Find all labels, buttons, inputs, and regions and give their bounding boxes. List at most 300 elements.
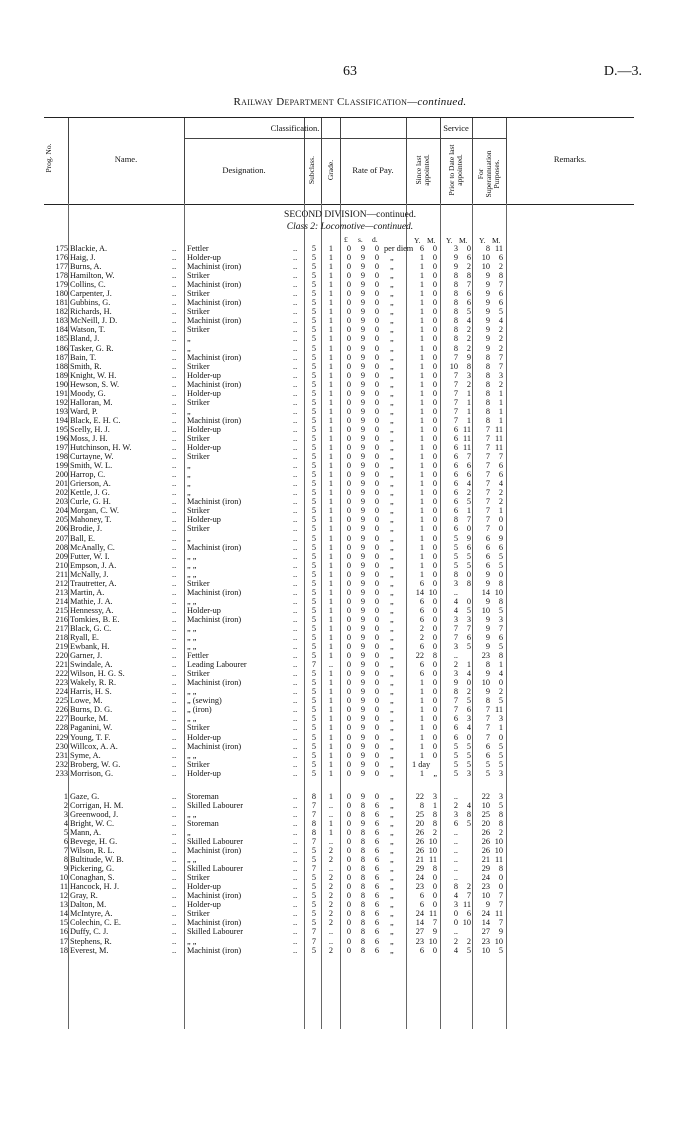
pay-period-cell: „: [390, 433, 394, 443]
name-cell: Duffy, C. J.: [70, 927, 109, 937]
prior-years-cell: 5: [453, 759, 458, 769]
pay-pence-cell: 0: [374, 470, 380, 480]
leader-cell: ..: [172, 687, 177, 697]
since-years-cell: 1: [419, 488, 424, 498]
subclass-cell: 5: [311, 280, 317, 290]
super-years-cell: 8: [485, 696, 490, 706]
name-cell: Bain, T.: [70, 352, 97, 362]
name-cell: Ward, P.: [70, 406, 98, 416]
leader-cell: ..: [293, 307, 298, 317]
since-months-cell: 0: [432, 262, 437, 272]
name-cell: Morrison, G.: [70, 768, 114, 778]
designation-cell: „: [187, 334, 191, 344]
leader-cell: ..: [293, 443, 298, 453]
pay-shillings-cell: 9: [360, 488, 366, 498]
since-months-cell: 0: [432, 900, 437, 910]
since-years-cell: 1: [419, 388, 424, 398]
pay-pence-cell: 0: [374, 533, 380, 543]
designation-cell: „ „: [187, 551, 197, 561]
super-years-cell: 10: [481, 262, 490, 272]
pay-pounds-cell: 0: [346, 759, 352, 769]
grade-cell: 1: [328, 768, 334, 778]
super-months-cell: 5: [498, 750, 503, 760]
designation-cell: „ „: [187, 623, 197, 633]
grade-cell: 1: [328, 307, 334, 317]
pay-shillings-cell: 9: [360, 352, 366, 362]
table-row: [44, 262, 634, 271]
super-months-cell: 3: [498, 791, 503, 801]
since-months-cell: 0: [432, 379, 437, 389]
pay-pounds-cell: 0: [346, 298, 352, 308]
prior-years-cell: 3: [453, 578, 458, 588]
leader-cell: ..: [172, 497, 177, 507]
leader-cell: ..: [293, 605, 298, 615]
prior-months-cell: 8: [466, 361, 471, 371]
prior-years-cell: 5: [453, 542, 458, 552]
pay-pence-cell: 6: [374, 945, 380, 955]
since-months-cell: 0: [432, 424, 437, 434]
super-months-cell: 4: [498, 479, 503, 489]
pay-pounds-cell: 0: [346, 732, 352, 742]
since-years-cell: 6: [419, 900, 424, 910]
since-months-cell: 0: [432, 244, 437, 253]
prior-months-cell: 4: [466, 723, 471, 733]
pay-period-cell: „: [390, 909, 394, 919]
pay-shillings-cell: 9: [360, 759, 366, 769]
pay-shillings-cell: 9: [360, 497, 366, 507]
super-years-cell: 9: [485, 271, 490, 281]
since-years-cell: 1: [419, 524, 424, 534]
leader-cell: ..: [293, 633, 298, 643]
since-months-cell: 0: [432, 723, 437, 733]
name-cell: Gray, R.: [70, 891, 98, 901]
pay-pounds-cell: 0: [346, 633, 352, 643]
super-months-cell: 5: [498, 551, 503, 561]
since-months-cell: 0: [432, 623, 437, 633]
leader-cell: ..: [293, 687, 298, 697]
pay-period-cell: „: [390, 569, 394, 579]
prior-years-cell: 5: [453, 533, 458, 543]
pay-period-cell: „: [390, 873, 394, 883]
subclass-cell: 5: [311, 352, 317, 362]
leader-cell: ..: [293, 660, 298, 670]
designation-cell: Holder-up: [187, 900, 221, 910]
super-months-cell: 8: [498, 809, 503, 819]
since-months-cell: 3: [432, 791, 437, 801]
table-row: [44, 298, 634, 307]
pay-pounds-cell: 0: [346, 280, 352, 290]
grade-cell: 1: [328, 424, 334, 434]
prog-no-cell: 231: [55, 750, 68, 760]
leader-cell: ..: [172, 705, 177, 715]
name-cell: Futter, W. I.: [70, 551, 110, 561]
pounds-unit: £: [344, 235, 348, 244]
pay-period-cell: „: [390, 678, 394, 688]
leader-cell: ..: [172, 696, 177, 706]
designation-cell: Holder-up: [187, 882, 221, 892]
pay-period-cell: „: [390, 723, 394, 733]
leader-cell: ..: [293, 488, 298, 498]
table-row: [44, 434, 634, 443]
since-years-cell: 1: [419, 741, 424, 751]
pay-pounds-cell: 0: [346, 325, 352, 335]
pay-pence-cell: 0: [374, 723, 380, 733]
prior-months-cell: 5: [466, 605, 471, 615]
grade-cell: 1: [328, 461, 334, 471]
grade-cell: ..: [328, 927, 334, 937]
table-row: [44, 660, 634, 669]
prog-no-cell: 192: [55, 397, 68, 407]
table-row: [44, 425, 634, 434]
pay-pounds-cell: 0: [346, 809, 352, 819]
since-months-cell: 0: [432, 542, 437, 552]
leader-cell: ..: [172, 361, 177, 371]
since-months-cell: 0: [432, 370, 437, 380]
pay-period-cell: per diem: [384, 244, 414, 253]
leader-cell: ..: [172, 424, 177, 434]
super-years-cell: 20: [481, 818, 490, 828]
pay-pence-cell: 0: [374, 433, 380, 443]
grade-cell: 1: [328, 633, 334, 643]
grade-cell: 2: [328, 945, 334, 955]
table-row: [44, 470, 634, 479]
name-cell: Burns, D. G.: [70, 705, 113, 715]
grade-cell: 1: [328, 479, 334, 489]
prog-no-cell: 224: [55, 687, 68, 697]
pay-period-cell: „: [390, 506, 394, 516]
pay-shillings-cell: 8: [360, 827, 366, 837]
prog-no-cell: 190: [55, 379, 68, 389]
since-years-cell: 23: [415, 882, 424, 892]
super-years-cell: 26: [481, 846, 490, 856]
since-months-cell: 0: [432, 578, 437, 588]
pay-pence-cell: 0: [374, 651, 380, 661]
since-months-cell: 7: [432, 918, 437, 928]
leader-cell: ..: [172, 316, 177, 326]
prior-months-cell: 1: [466, 388, 471, 398]
prior-years-cell: 3: [453, 809, 458, 819]
subclass-cell: 5: [311, 891, 317, 901]
prior-years-cell: 8: [453, 289, 458, 299]
leader-cell: ..: [293, 614, 298, 624]
prog-no-cell: 213: [55, 587, 68, 597]
grade-cell: 1: [328, 388, 334, 398]
table-row: [44, 334, 634, 343]
pay-pence-cell: 6: [374, 927, 380, 937]
grade-cell: 1: [328, 343, 334, 353]
leader-cell: ..: [172, 289, 177, 299]
pay-shillings-cell: 8: [360, 800, 366, 810]
since-months-cell: 0: [432, 515, 437, 525]
leader-cell: ..: [293, 651, 298, 661]
pay-pounds-cell: 0: [346, 678, 352, 688]
designation-cell: „ „: [187, 809, 197, 819]
subclass-cell: 5: [311, 361, 317, 371]
since-years-cell: 1: [419, 723, 424, 733]
table-row: [44, 461, 634, 470]
pay-pounds-cell: 0: [346, 642, 352, 652]
table-row: [44, 927, 634, 936]
table-row: [44, 873, 634, 882]
grade-cell: ..: [328, 837, 334, 846]
leader-cell: ..: [293, 560, 298, 570]
pay-shillings-cell: 9: [360, 379, 366, 389]
pay-pence-cell: 0: [374, 687, 380, 697]
leader-cell: ..: [172, 253, 177, 263]
pay-pounds-cell: 0: [346, 379, 352, 389]
pay-shillings-cell: 8: [360, 927, 366, 937]
pay-pounds-cell: 0: [346, 307, 352, 317]
super-years-cell: 24: [481, 909, 490, 919]
pay-pounds-cell: 0: [346, 479, 352, 489]
table-row: [44, 443, 634, 452]
super-years-cell: 7: [485, 433, 490, 443]
subclass-cell: 5: [311, 443, 317, 453]
since-years-cell: 1: [419, 696, 424, 706]
pay-pounds-cell: 0: [346, 605, 352, 615]
leader-cell: ..: [293, 524, 298, 534]
subclass-cell: 5: [311, 696, 317, 706]
pay-period-cell: „: [390, 900, 394, 910]
subclass-cell: 5: [311, 732, 317, 742]
grade-cell: 2: [328, 846, 334, 856]
leader-cell: ..: [172, 900, 177, 910]
grade-cell: 1: [328, 696, 334, 706]
name-cell: Hewson, S. W.: [70, 379, 120, 389]
shillings-unit: s.: [358, 235, 363, 244]
leader-cell: ..: [293, 506, 298, 516]
prior-years-cell: 7: [453, 415, 458, 425]
pay-period-cell: „: [390, 388, 394, 398]
pay-pence-cell: 0: [374, 343, 380, 353]
since-months-cell: 0: [432, 289, 437, 299]
pay-shillings-cell: 9: [360, 587, 366, 597]
since-months-cell: 0: [432, 307, 437, 317]
prior-years-cell: 2: [453, 660, 458, 670]
designation-cell: Holder-up: [187, 605, 221, 615]
prog-no-cell: 4: [63, 818, 68, 828]
super-months-cell: 7: [498, 352, 503, 362]
prog-no-cell: 202: [55, 488, 68, 498]
prior-years-cell: 2: [453, 936, 458, 946]
prior-months-cell: 2: [466, 343, 471, 353]
name-cell: Collins, C.: [70, 280, 106, 290]
since-years-cell: 1: [419, 307, 424, 317]
since-months-cell: 0: [432, 352, 437, 362]
pay-pence-cell: 6: [374, 882, 380, 892]
table-row: [44, 918, 634, 927]
pay-pounds-cell: 0: [346, 452, 352, 462]
pay-pounds-cell: 0: [346, 524, 352, 534]
prog-no-cell: 206: [55, 524, 68, 534]
super-years-cell: 8: [485, 388, 490, 398]
grade-cell: 1: [328, 623, 334, 633]
prog-no-cell: 229: [55, 732, 68, 742]
pay-pence-cell: 0: [374, 732, 380, 742]
table-row: [44, 828, 634, 837]
pay-pence-cell: 0: [374, 515, 380, 525]
since-months-cell: 0: [432, 882, 437, 892]
leader-cell: ..: [172, 406, 177, 416]
pay-pence-cell: 6: [374, 864, 380, 874]
super-months-cell: 2: [498, 325, 503, 335]
prog-no-cell: 200: [55, 470, 68, 480]
pay-pence-cell: 0: [374, 497, 380, 507]
pay-shillings-cell: 9: [360, 262, 366, 272]
super-years-cell: 9: [485, 298, 490, 308]
prior-months-cell: 2: [466, 936, 471, 946]
subclass-cell: 5: [311, 551, 317, 561]
pay-shillings-cell: 9: [360, 515, 366, 525]
super-months-cell: 7: [498, 361, 503, 371]
pay-pounds-cell: 0: [346, 864, 352, 874]
designation-cell: „: [187, 479, 191, 489]
super-years-cell: 22: [481, 791, 490, 801]
designation-cell: Machinist (iron): [187, 542, 242, 552]
pay-pounds-cell: 0: [346, 800, 352, 810]
table-row: [44, 633, 634, 642]
designation-cell: Machinist (iron): [187, 945, 242, 955]
name-cell: Ball, E.: [70, 533, 96, 543]
subclass-cell: 5: [311, 316, 317, 326]
prog-no-cell: 199: [55, 461, 68, 471]
prior-years-cell: 7: [453, 370, 458, 380]
leader-cell: ..: [293, 873, 298, 883]
since-months-cell: 0: [432, 470, 437, 480]
pay-shillings-cell: 9: [360, 343, 366, 353]
grade-cell: 1: [328, 642, 334, 652]
since-years-cell: 1: [419, 497, 424, 507]
prog-no-cell: 13: [59, 900, 68, 910]
prog-no-cell: 208: [55, 542, 68, 552]
pay-shillings-cell: 9: [360, 461, 366, 471]
pay-period-cell: „: [390, 280, 394, 290]
since-months-cell: 0: [432, 741, 437, 751]
since-months-cell: 0: [432, 388, 437, 398]
designation-cell: Striker: [187, 759, 210, 769]
pay-shillings-cell: 9: [360, 406, 366, 416]
prior-months-cell: 10: [462, 918, 471, 928]
pay-pence-cell: 0: [374, 569, 380, 579]
pay-pence-cell: 0: [374, 596, 380, 606]
pay-pounds-cell: 0: [346, 578, 352, 588]
super-months-cell: 1: [498, 388, 503, 398]
leader-cell: ..: [172, 891, 177, 901]
leader-cell: ..: [293, 515, 298, 525]
pay-shillings-cell: 9: [360, 307, 366, 317]
super-months-cell: 6: [498, 298, 503, 308]
super-months-cell: 7: [498, 891, 503, 901]
prior-months-cell: 2: [466, 325, 471, 335]
table-body: [44, 244, 634, 955]
since-months-cell: 11: [429, 855, 437, 865]
designation-cell: Machinist (iron): [187, 298, 242, 308]
since-years-cell: 27: [415, 927, 424, 937]
prior-years-cell: 8: [453, 343, 458, 353]
rate-heading: Rate of Pay.: [352, 165, 394, 175]
designation-cell: „ „: [187, 855, 197, 865]
table-row: [44, 280, 634, 289]
name-cell: Bevege, H. G.: [70, 837, 118, 846]
pay-period-cell: „: [390, 837, 394, 846]
prog-no-cell: 8: [63, 855, 68, 865]
table-header: [44, 117, 634, 205]
subclass-cell: 7: [311, 927, 317, 937]
prog-no-cell: 207: [55, 533, 68, 543]
prior-years-cell: ..: [453, 855, 458, 865]
leader-cell: ..: [172, 244, 177, 253]
pay-period-cell: „: [390, 470, 394, 480]
service-heading: Service: [443, 123, 469, 133]
grade-cell: 1: [328, 298, 334, 308]
since-months-cell: 0: [432, 750, 437, 760]
super-months-cell: 8: [498, 864, 503, 874]
super-years-cell: 6: [485, 542, 490, 552]
leader-cell: ..: [293, 705, 298, 715]
leader-cell: ..: [293, 569, 298, 579]
pay-shillings-cell: 9: [360, 714, 366, 724]
superannuation-heading: For Superannuation Purposes.: [476, 150, 501, 198]
designation-cell: Machinist (iron): [187, 497, 242, 507]
prior-years-cell: 7: [453, 406, 458, 416]
grade-cell: 1: [328, 587, 334, 597]
pay-period-cell: „: [390, 669, 394, 679]
prior-months-cell: 11: [463, 900, 471, 910]
table-row: [44, 705, 634, 714]
pay-period-cell: „: [390, 623, 394, 633]
pay-pence-cell: 0: [374, 479, 380, 489]
grade-cell: 1: [328, 714, 334, 724]
table-row: [44, 579, 634, 588]
pay-pence-cell: 6: [374, 900, 380, 910]
pay-period-cell: „: [390, 633, 394, 643]
super-months-cell: 5: [498, 307, 503, 317]
pay-pounds-cell: 0: [346, 533, 352, 543]
super-years-cell: 5: [485, 759, 490, 769]
name-cell: McIntyre, A.: [70, 909, 113, 919]
leader-cell: ..: [172, 397, 177, 407]
designation-cell: Machinist (iron): [187, 678, 242, 688]
since-years-cell: 1: [419, 415, 424, 425]
grade-cell: 1: [328, 271, 334, 281]
prog-no-cell: 223: [55, 678, 68, 688]
since-years-cell: 1: [419, 397, 424, 407]
pay-pounds-cell: 0: [346, 406, 352, 416]
grade-cell: 1: [328, 732, 334, 742]
prior-years-cell: 10: [449, 361, 458, 371]
super-months-cell: 8: [498, 818, 503, 828]
since-months-cell: 1: [432, 800, 437, 810]
pay-shillings-cell: 9: [360, 623, 366, 633]
prior-years-cell: 6: [453, 714, 458, 724]
pay-pence-cell: 0: [374, 352, 380, 362]
name-cell: Empson, J. A.: [70, 560, 117, 570]
pay-period-cell: „: [390, 524, 394, 534]
pay-pounds-cell: 0: [346, 361, 352, 371]
super-months-cell: 9: [498, 533, 503, 543]
pay-pence-cell: 0: [374, 253, 380, 263]
table-row: [44, 751, 634, 760]
prior-months-cell: 2: [466, 488, 471, 498]
name-cell: Kettle, J. G.: [70, 488, 110, 498]
since-months-cell: 0: [432, 316, 437, 326]
prior-years-cell: 8: [453, 334, 458, 344]
pay-shillings-cell: 9: [360, 298, 366, 308]
table-row: [44, 760, 634, 769]
since-years-cell: 1: [419, 433, 424, 443]
grade-cell: 2: [328, 882, 334, 892]
designation-cell: Storeman: [187, 818, 219, 828]
